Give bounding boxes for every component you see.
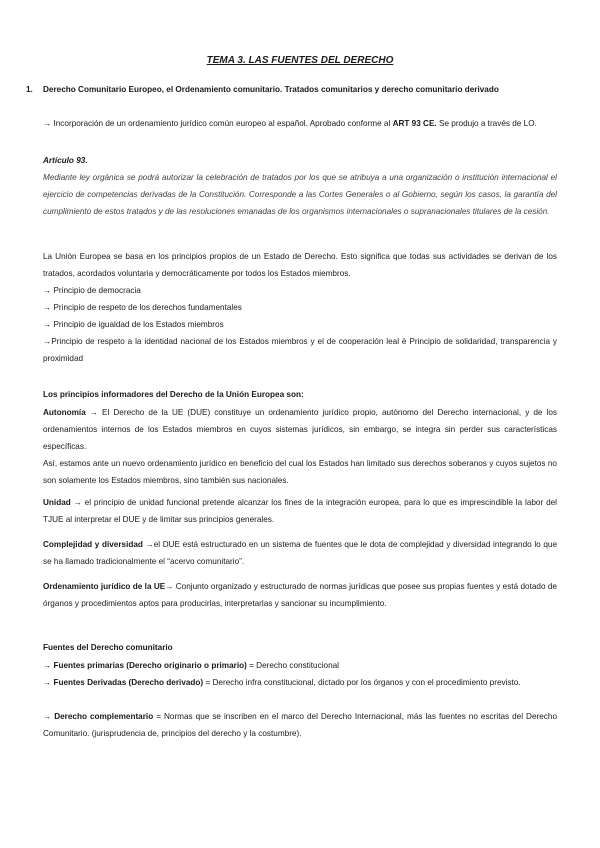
source-primary-text: = Derecho constitucional xyxy=(246,661,339,670)
source-derived xyxy=(43,674,557,691)
autonomia-text: El Derecho de la UE (DUE) constituye un ordenamiento jurídico propio, autónomo del Derecho internacional, y de los ordenamientos internos de los Estados miembros en cuyos sistemas jurídicos, sin embargo, se integra sin perder sus características específicas. xyxy=(43,408,557,451)
source-derived-text: = Derecho infra constitucional, dictado por los órganos y con el procedimiento previsto. xyxy=(203,678,521,687)
article-text: Mediante ley orgánica se podrá autorizar la celebración de tratados por los que se atribuya a una organización o institución internacional el ejercicio de competencias derivadas de la Constitución. Corresponde a las Cortes Generales o al Gobierno, según los casos, la garantía del cumplimiento de estos tratados y de las resoluciones emanadas de los organismos internacionales o supranacionales titulares de la cesión. xyxy=(43,173,557,216)
principle-item: → Principio de igualdad de los Estados miembros xyxy=(43,320,224,329)
principle-item: → Principio de respeto de los derechos fundamentales xyxy=(43,303,242,312)
unidad-paragraph xyxy=(43,494,557,528)
article-heading: Artículo 93. xyxy=(43,156,88,165)
section-number: 1. xyxy=(26,85,33,94)
principle-item: → Principio de democracia xyxy=(43,286,141,295)
principle-item: →Principio de respeto a la identidad nacional de los Estados miembros y el de cooperación leal è Principio de solidaridad, transparencia y proximidad xyxy=(43,337,557,363)
autonomia-paragraph xyxy=(43,404,557,455)
source-complementary xyxy=(43,708,557,742)
ordenamiento-label: Ordenamiento jurídico de la UE→ xyxy=(43,582,174,591)
principles-heading: Los principios informadores del Derecho de la Unión Europea son: xyxy=(43,390,304,399)
autonomia-label: Autonomía → xyxy=(43,408,98,417)
unidad-text: → el principio de unidad funcional pretende alcanzar los fines de la integración europea, para lo que es imprescindible la labor del TJUE al interpretar el DUE y de limitar sus principios generales. xyxy=(43,498,557,524)
complejidad-label: Complejidad y diversidad → xyxy=(43,540,154,549)
complejidad-paragraph xyxy=(43,536,557,570)
document-title: TEMA 3. LAS FUENTES DEL DERECHO xyxy=(206,55,394,66)
source-primary-label: → Fuentes primarias (Derecho originario o primario) xyxy=(43,661,247,670)
unidad-label: Unidad xyxy=(43,498,71,507)
intro-text-post: Se produjo a través de LO. xyxy=(436,119,537,128)
source-complementary-text: = Normas que se inscriben en el marco del Derecho Internacional, más las fuentes no escritas del Derecho Comunitario. (jurisprudencia de, principios del derecho y la costumbre). xyxy=(43,712,557,738)
section-heading: Derecho Comunitario Europeo, el Ordenamiento comunitario. Tratados comunitarios y derecho comunitario derivado xyxy=(43,85,499,94)
sources-heading: Fuentes del Derecho comunitario xyxy=(43,643,173,652)
complejidad-text: el DUE está estructurado en un sistema de fuentes que le dota de complejidad y diversidad integrando lo que se ha llamado tradicionalmente el “acervo comunitario”. xyxy=(43,540,557,566)
eu-intro-paragraph: La Unión Europea se basa en los principios propios de un Estado de Derecho. Esto significa que todas sus actividades se derivan de los tratados, acordados voluntaria y democráticamente por todos los Estados miembros. xyxy=(43,252,557,278)
source-primary xyxy=(43,657,557,674)
section-intro-line xyxy=(43,115,557,132)
ordenamiento-paragraph xyxy=(43,578,557,612)
article-reference: ART 93 CE. xyxy=(392,119,437,128)
source-complementary-label: → Derecho complementario xyxy=(43,712,154,721)
autonomia-paragraph-2: Así, estamos ante un nuevo ordenamiento jurídico en beneficio del cual los Estados han limitado sus derechos soberanos y cuyos sujetos no son solamente los Estados miembros, sino también sus nacionales. xyxy=(43,459,557,485)
source-derived-label: → Fuentes Derivadas (Derecho derivado) xyxy=(43,678,204,687)
intro-text-pre: → Incorporación de un ordenamiento jurídico común europeo al español. Aprobado conforme al xyxy=(43,119,393,128)
ordenamiento-text: Conjunto organizado y estructurado de normas jurídicas que posee sus propias fuentes y está dotado de órganos y procedimientos aptos para producirlas, interpretarlas y sancionar su incumplimiento. xyxy=(43,582,557,608)
